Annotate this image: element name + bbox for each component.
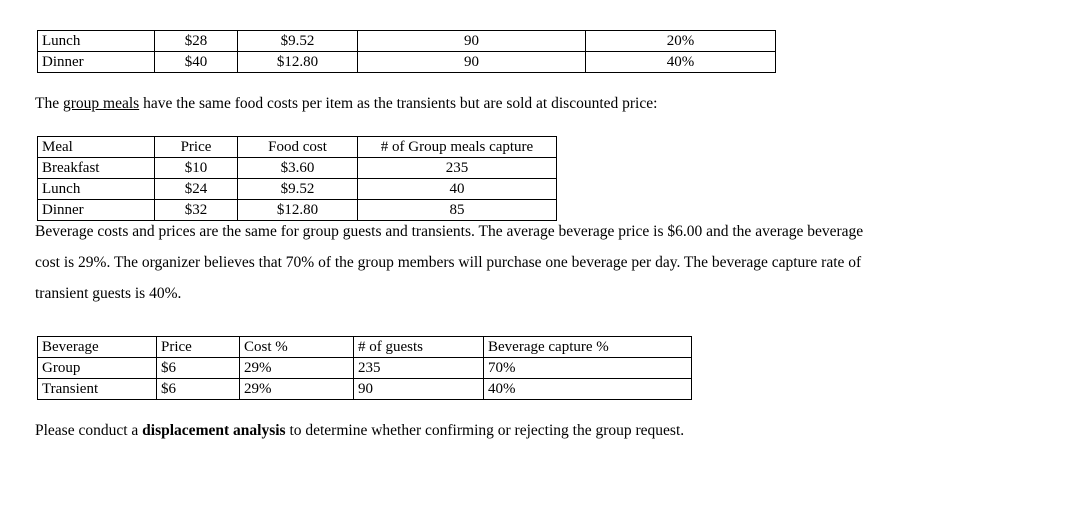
table-cell: 40% <box>586 52 776 73</box>
displacement-analysis-term: displacement analysis <box>142 422 286 439</box>
column-header: Beverage <box>38 337 157 358</box>
intro-suffix: have the same food costs per item as the transients but are sold at discounted price: <box>139 95 658 112</box>
group-meals-link: group meals <box>62 95 140 112</box>
table-cell: 40 <box>358 179 557 200</box>
group-meals-intro <box>35 95 657 113</box>
table-cell: $12.80 <box>238 200 358 221</box>
column-header: # of guests <box>354 337 484 358</box>
table-row <box>38 179 557 200</box>
table-cell: 235 <box>354 358 484 379</box>
column-header: # of Group meals capture <box>358 137 557 158</box>
table-cell: $3.60 <box>238 158 358 179</box>
table-cell: $6 <box>157 358 240 379</box>
table-cell: 235 <box>358 158 557 179</box>
table-row <box>38 379 692 400</box>
beverage-paragraph-line-1: Beverage costs and prices are the same for group guests and transients. The average beverage price is $6.00 and the average beverage <box>35 223 864 240</box>
column-header: Cost % <box>240 337 354 358</box>
column-header: Meal <box>38 137 155 158</box>
table-cell: 90 <box>354 379 484 400</box>
table-cell: 29% <box>240 379 354 400</box>
table-header-row <box>38 137 557 158</box>
table-row <box>38 358 692 379</box>
table-cell: 90 <box>358 52 586 73</box>
group-meal-table <box>37 136 557 221</box>
table-row <box>38 158 557 179</box>
table-cell: Lunch <box>38 31 155 52</box>
table-cell: $28 <box>155 31 238 52</box>
column-header: Price <box>155 137 238 158</box>
table-cell: $40 <box>155 52 238 73</box>
table-cell: 29% <box>240 358 354 379</box>
table-row <box>38 200 557 221</box>
table-cell: $12.80 <box>238 52 358 73</box>
table-cell: Group <box>38 358 157 379</box>
instruction-suffix: to determine whether confirming or rejecting the group request. <box>285 422 685 439</box>
table-cell: Dinner <box>38 200 155 221</box>
instruction-text <box>35 422 684 440</box>
table-cell: Lunch <box>38 179 155 200</box>
table-cell: 85 <box>358 200 557 221</box>
table-row <box>38 52 776 73</box>
instruction-prefix: Please conduct a <box>35 422 143 439</box>
table-cell: Breakfast <box>38 158 155 179</box>
table-cell: $6 <box>157 379 240 400</box>
table-cell: $24 <box>155 179 238 200</box>
beverage-table <box>37 336 692 400</box>
table-cell: 90 <box>358 31 586 52</box>
table-cell: $9.52 <box>238 31 358 52</box>
table-cell: Dinner <box>38 52 155 73</box>
table-cell: 20% <box>586 31 776 52</box>
table-row <box>38 31 776 52</box>
table-cell: 70% <box>484 358 692 379</box>
intro-prefix: The <box>35 95 63 112</box>
column-header: Food cost <box>238 137 358 158</box>
table-cell: $9.52 <box>238 179 358 200</box>
table-cell: Transient <box>38 379 157 400</box>
column-header: Price <box>157 337 240 358</box>
table-cell: 40% <box>484 379 692 400</box>
column-header: Beverage capture % <box>484 337 692 358</box>
table-cell: $32 <box>155 200 238 221</box>
transient-meal-table <box>37 30 776 73</box>
table-cell: $10 <box>155 158 238 179</box>
table-header-row <box>38 337 692 358</box>
beverage-paragraph-line-2: cost is 29%. The organizer believes that 70% of the group members will purchase one beverage per day. The beverage capture rate of <box>35 254 862 271</box>
beverage-paragraph-line-3: transient guests is 40%. <box>35 285 182 302</box>
